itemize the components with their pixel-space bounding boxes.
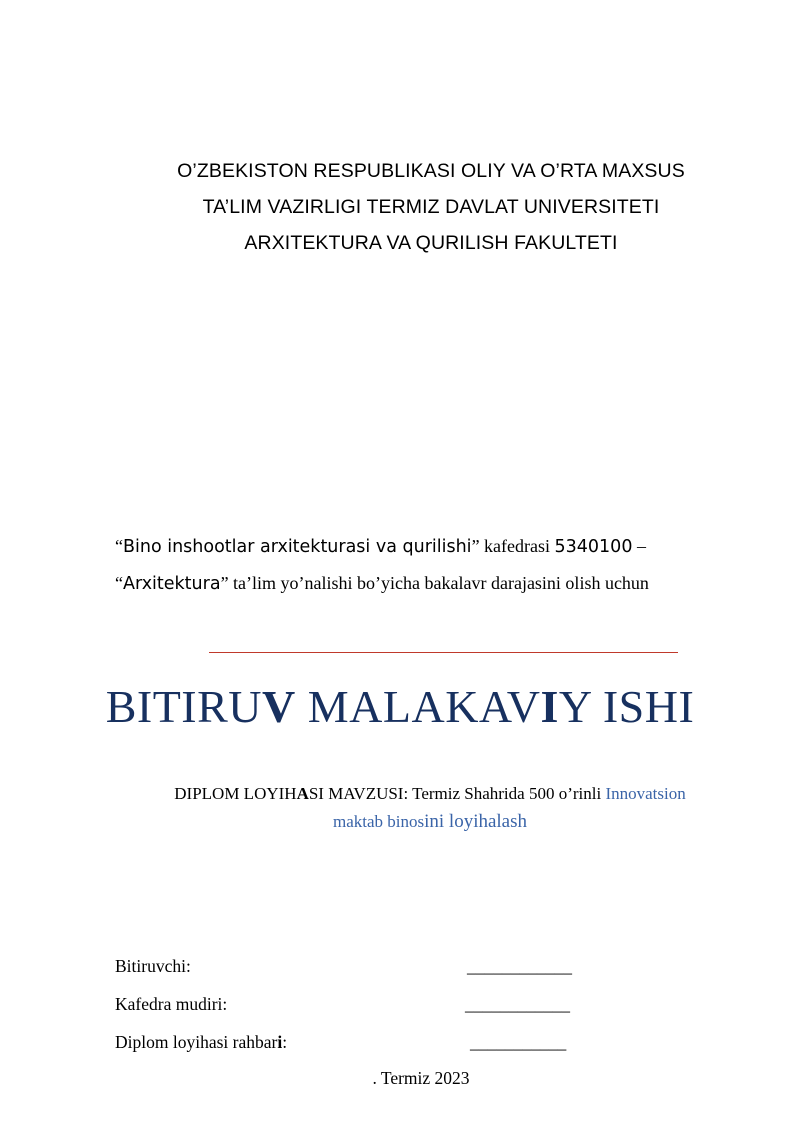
signer-label-b: i xyxy=(277,1032,283,1052)
topic-highlight-2: maktab binos xyxy=(332,812,425,831)
department-name: Bino inshootlar arxitekturasi va qurilishi xyxy=(123,537,472,557)
footer-text: . Termiz 2023 xyxy=(372,1068,470,1088)
purpose-rest: ” ta’lim yo’nalishi bo’yicha bakalavr darajasini olish uchun xyxy=(220,573,649,593)
signer-label-c: : xyxy=(282,1032,288,1052)
signer-label: Bitiruvchi: xyxy=(115,956,191,976)
header-line-faculty: ARXITEKTURA VA QURILISH FAKULTETI xyxy=(244,232,618,254)
title-part-4: I xyxy=(540,681,559,732)
dash: – xyxy=(632,536,646,556)
document-title xyxy=(0,680,800,733)
place-and-year xyxy=(0,1068,800,1089)
purpose-statement xyxy=(115,528,775,602)
signature-line: ____________ xyxy=(465,994,570,1014)
title-part-1: BITIRU xyxy=(105,681,263,732)
signer-label: Kafedra mudiri: xyxy=(115,994,228,1014)
signer-graduate xyxy=(115,955,635,993)
header-line-university: TA’LIM VAZIRLIGI TERMIZ DAVLAT UNIVERSITETI xyxy=(202,196,660,218)
project-topic xyxy=(120,780,740,836)
signature-line: ___________ xyxy=(470,1032,567,1052)
title-part-3: MALAKAV xyxy=(295,681,541,732)
header-line-ministry: O’ZBEKISTON RESPUBLIKASI OLIY VA O’RTA MAXSUS xyxy=(177,160,685,182)
department-suffix: ” kafedrasi xyxy=(471,536,555,556)
signer-supervisor xyxy=(115,1031,635,1069)
divider-rule xyxy=(209,652,678,653)
signer-label-a: Diplom loyihasi rahbar xyxy=(115,1032,278,1052)
signature-line: ____________ xyxy=(467,956,572,976)
topic-label-c: SI MAVZUSI: Termiz Shahrida 500 o’rinli xyxy=(308,784,606,803)
institution-header xyxy=(0,153,800,261)
title-part-5: Y ISHI xyxy=(558,681,695,732)
direction-name: Arxitektura xyxy=(123,574,221,594)
signature-block xyxy=(115,955,635,1069)
topic-label-b: A xyxy=(296,784,309,803)
topic-highlight-3: ini loyihalash xyxy=(424,811,528,832)
specialty-code: 5340100 xyxy=(554,537,633,557)
title-part-2: V xyxy=(262,681,296,732)
open-quote: “ xyxy=(115,536,123,556)
topic-highlight-1: Innovatsion xyxy=(605,784,686,803)
signer-department-head xyxy=(115,993,635,1031)
topic-label-a: DIPLOM LOYIH xyxy=(174,784,297,803)
open-quote-2: “ xyxy=(115,573,123,593)
